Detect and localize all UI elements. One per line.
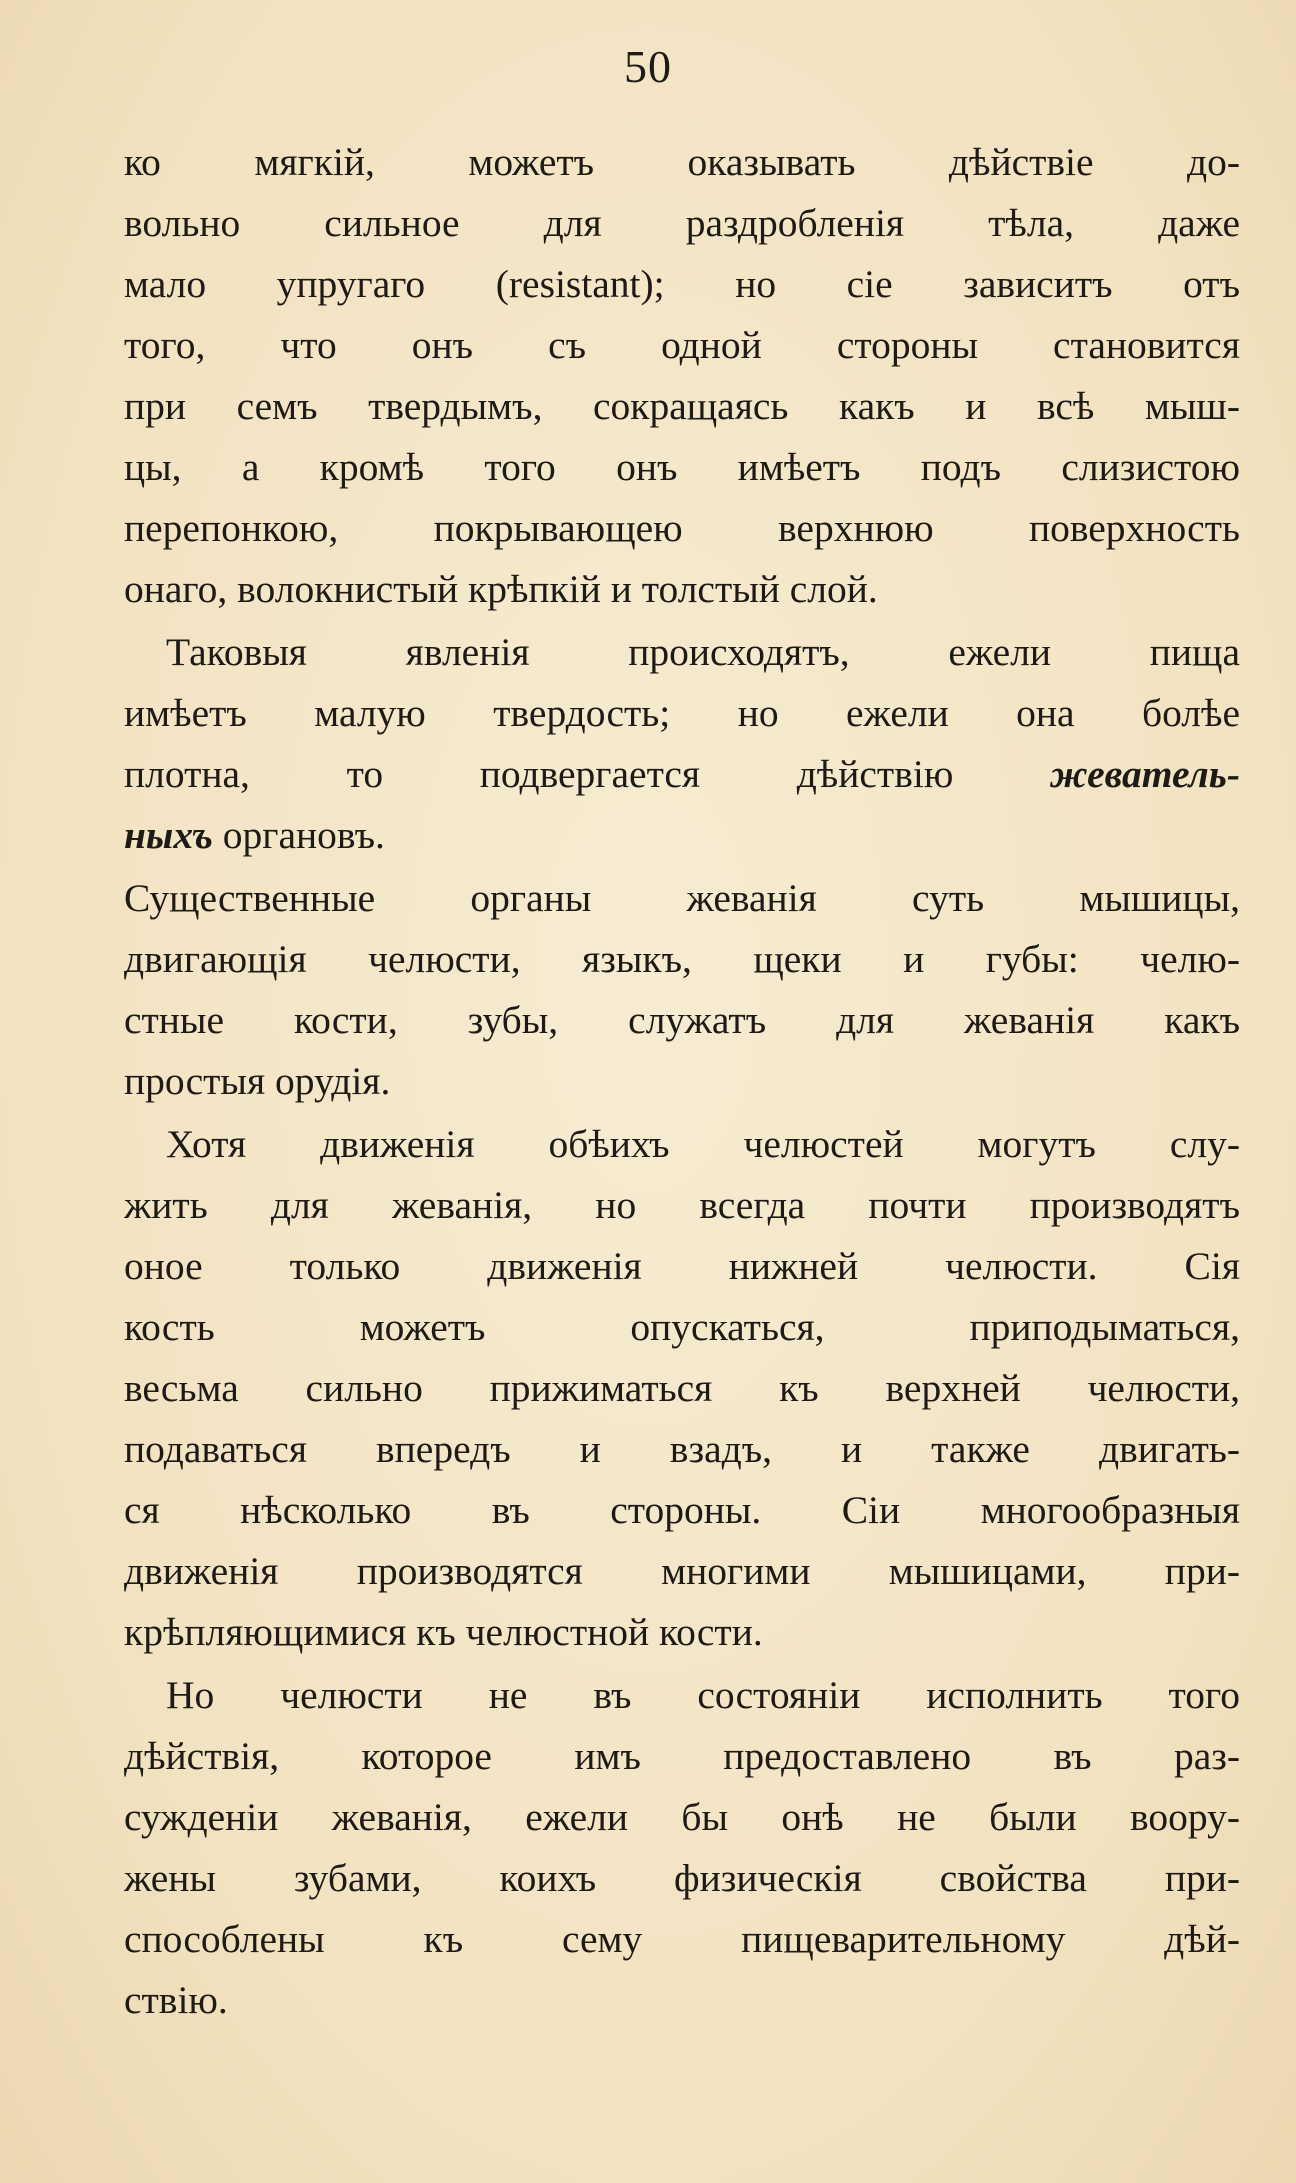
text-line: двигающія челюсти, языкъ, щеки и губы: челю- xyxy=(124,937,1240,981)
text-line: вольно сильное для раздробленія тѣла, даже xyxy=(124,201,1240,245)
text-line: крѣпляющимися къ челюстной кости. xyxy=(124,1610,763,1654)
text-line: Существенные органы жеванія суть мышицы, xyxy=(124,876,1240,920)
text-line: ко мягкій, можетъ оказывать дѣйствіе до- xyxy=(124,140,1240,184)
text-line: Но челюсти не въ состояніи исполнить того xyxy=(166,1673,1240,1717)
text-line: движенія производятся многими мышицами, при- xyxy=(124,1549,1240,1593)
text-line: простыя орудія. xyxy=(124,1059,391,1103)
text-line: оное только движенія нижней челюсти. Сія xyxy=(124,1244,1240,1288)
text-line: Таковыя явленія происходятъ, ежели пища xyxy=(166,630,1240,674)
text-line: кость можетъ опускаться, приподыматься, xyxy=(124,1305,1240,1349)
text-line: весьма сильно прижиматься къ верхней челюсти, xyxy=(124,1366,1240,1410)
text-line: дѣйствія, которое имъ предоставлено въ раз- xyxy=(124,1734,1240,1778)
text-line: того, что онъ съ одной стороны становится xyxy=(124,323,1240,367)
text-line: сужденіи жеванія, ежели бы онѣ не были воору- xyxy=(124,1795,1240,1839)
text-line: цы, а кромѣ того онъ имѣетъ подъ слизистою xyxy=(124,445,1240,489)
text-line: подаваться впередъ и взадъ, и также двигать- xyxy=(124,1427,1240,1471)
text-line: онаго, волокнистый крѣпкій и толстый слой. xyxy=(124,567,878,611)
text-line-mixed: плотна, то подвергается дѣйствію жеватель- xyxy=(124,752,1240,796)
italic-term: жеватель- xyxy=(1050,752,1240,796)
page-number: 50 xyxy=(624,41,672,92)
text-line-mixed: ныхъ органовъ. xyxy=(124,813,385,857)
text-line: Хотя движенія обѣихъ челюстей могутъ слу- xyxy=(166,1122,1240,1166)
text-line: жены зубами, коихъ физическія свойства при- xyxy=(124,1856,1240,1900)
text-line: ствію. xyxy=(124,1978,228,2022)
text-line: имѣетъ малую твердость; но ежели она болѣе xyxy=(124,691,1240,735)
italic-term: ныхъ xyxy=(124,813,213,857)
text-line: ся нѣсколько въ стороны. Сіи многообразныя xyxy=(124,1488,1240,1532)
text-line: способлены къ сему пищеварительному дѣй- xyxy=(124,1917,1240,1961)
text-line: жить для жеванія, но всегда почти производятъ xyxy=(124,1183,1240,1227)
text-line: при семъ твердымъ, сокращаясь какъ и всѣ мыш- xyxy=(124,384,1240,428)
body-text xyxy=(124,132,1240,2031)
text-line: стные кости, зубы, служатъ для жеванія какъ xyxy=(124,998,1240,1042)
text-line: мало упругаго (resistant); но сіе зависитъ отъ xyxy=(124,262,1240,306)
text-line: перепонкою, покрывающею верхнюю поверхность xyxy=(124,506,1240,550)
